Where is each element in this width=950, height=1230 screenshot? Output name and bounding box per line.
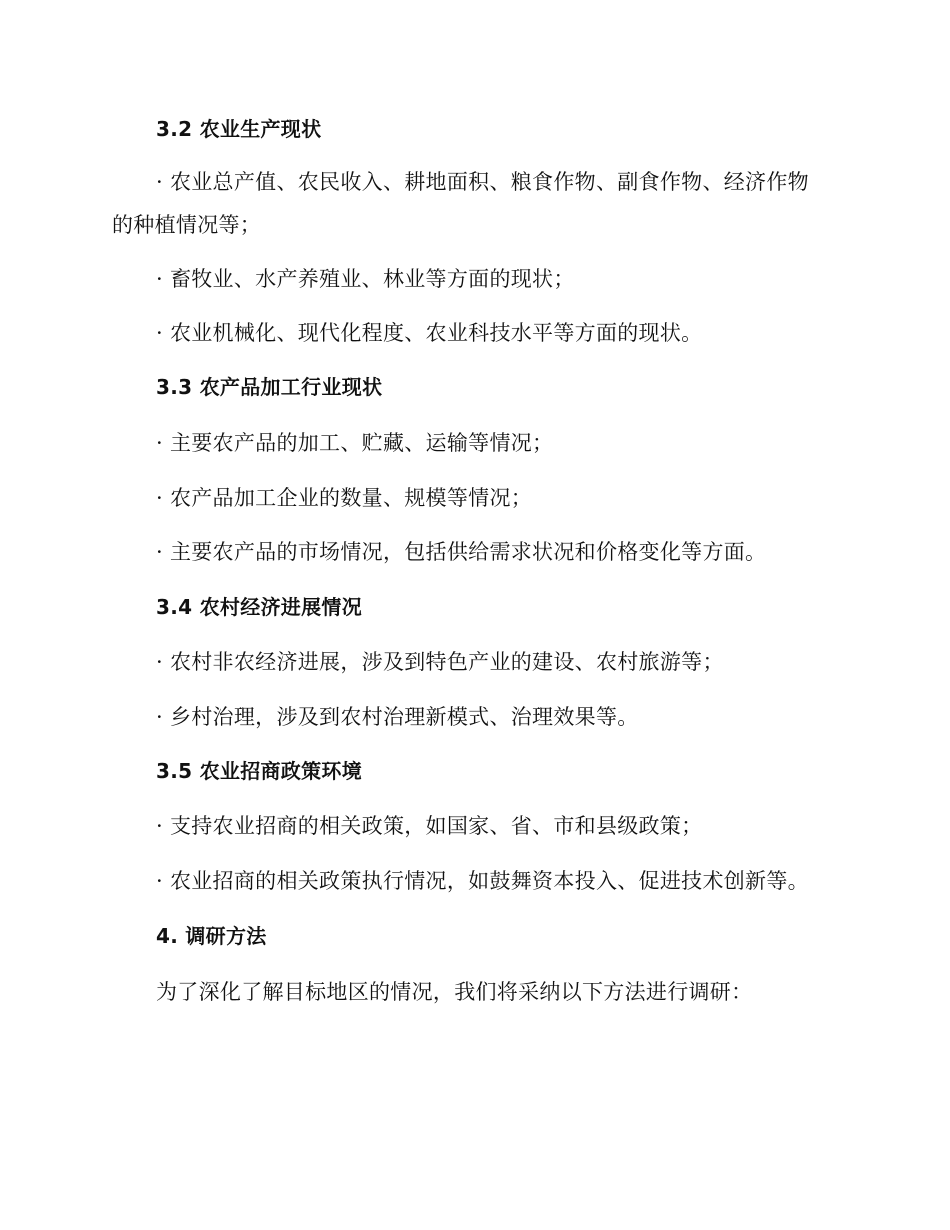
section-heading-4: 4. 调研方法 <box>156 924 267 948</box>
bullet-item-continuation: 的种植情况等； <box>112 213 262 237</box>
bullet-item: · 农业机械化、现代化程度、农业科技水平等方面的现状。 <box>156 321 703 345</box>
section-heading-3-4: 3.4 农村经济进展情况 <box>156 595 362 619</box>
bullet-item: · 乡村治理，涉及到农村治理新模式、治理效果等。 <box>156 705 639 729</box>
bullet-item: · 支持农业招商的相关政策，如国家、省、市和县级政策； <box>156 814 703 838</box>
paragraph: 为了深化了解目标地区的情况，我们将采纳以下方法进行调研： <box>156 980 753 1004</box>
bullet-item: · 农村非农经济进展，涉及到特色产业的建设、农村旅游等； <box>156 650 724 674</box>
section-heading-3-3: 3.3 农产品加工行业现状 <box>156 375 383 399</box>
bullet-item: · 农业招商的相关政策执行情况，如鼓舞资本投入、促进技术创新等。 <box>156 869 809 893</box>
bullet-item: · 农业总产值、农民收入、耕地面积、粮食作物、副食作物、经济作物 <box>156 170 809 194</box>
bullet-item: · 畜牧业、水产养殖业、林业等方面的现状； <box>156 267 575 291</box>
bullet-item: · 主要农产品的市场情况，包括供给需求状况和价格变化等方面。 <box>156 540 767 564</box>
section-heading-3-5: 3.5 农业招商政策环境 <box>156 759 362 783</box>
bullet-item: · 主要农产品的加工、贮藏、运输等情况； <box>156 431 554 455</box>
section-heading-3-2: 3.2 农业生产现状 <box>156 117 322 141</box>
bullet-item: · 农产品加工企业的数量、规模等情况； <box>156 486 533 510</box>
